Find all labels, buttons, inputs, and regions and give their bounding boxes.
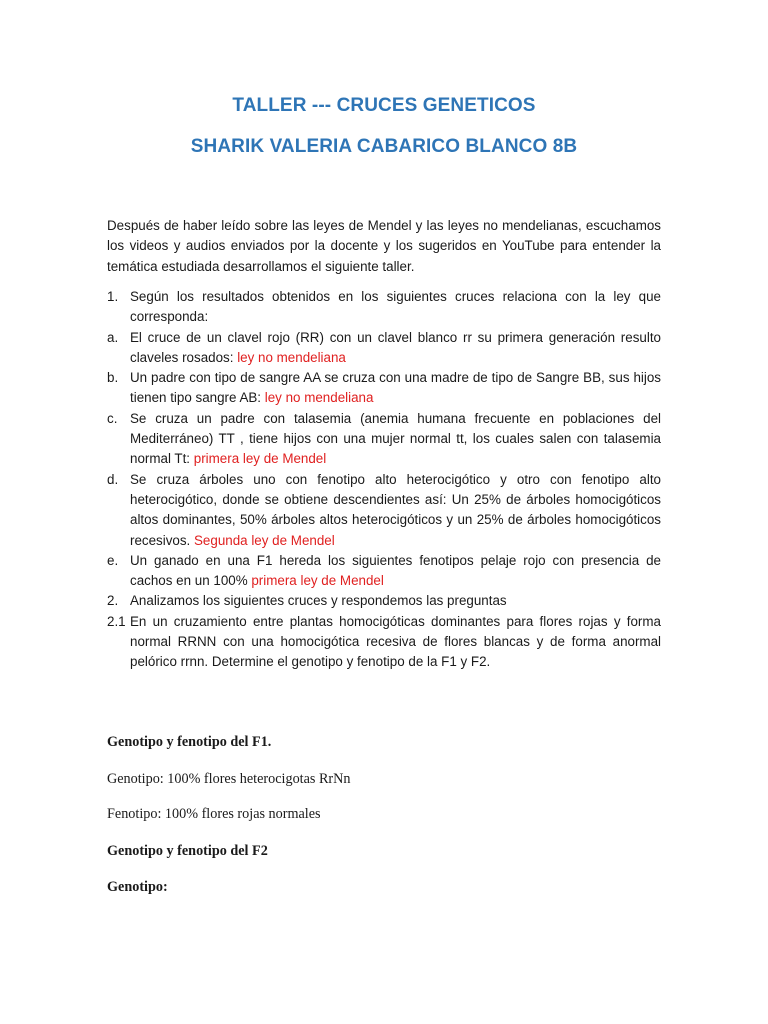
list-item xyxy=(107,287,661,328)
answer-text: ley no mendeliana xyxy=(237,349,346,365)
list-marker: 2. xyxy=(107,593,119,609)
answer-text: ley no mendeliana xyxy=(264,390,374,406)
list-marker: a. xyxy=(107,329,119,345)
list-item-text: Se cruza árboles uno con fenotipo alto heterocigótico y otro con fenotipo alto heterocigótico, donde se obtiene descendientes así: Un 25% de árboles homocigóticos altos dominantes, 50% árboles altos heterocigóticos y un 25% de árboles homocigóticos recesivos. xyxy=(130,471,661,548)
document-title: TALLER --- CRUCES GENETICOS xyxy=(232,95,536,116)
list-item-content xyxy=(130,591,661,611)
list-item xyxy=(107,551,661,592)
answer-text: Segunda ley de Mendel xyxy=(194,532,335,548)
list-item xyxy=(107,328,661,369)
list-marker: 1. xyxy=(107,289,119,304)
list-item-content xyxy=(130,287,661,328)
list-item-text: Un ganado en una F1 hereda los siguientes fenotipos pelaje rojo con presencia de cachos en un 100% xyxy=(130,552,661,589)
answer-text: primera ley de Mendel xyxy=(251,573,384,589)
list-marker: b. xyxy=(107,370,119,386)
intro-paragraph: Después de haber leído sobre las leyes de Mendel y las leyes no mendelianas, escuchamos los videos y audios enviados por la docente y los sugeridos en YouTube para entender la temática estudiada desarrollamos el siguiente taller. xyxy=(107,218,661,274)
list-item xyxy=(107,470,661,551)
list-item xyxy=(107,409,661,470)
f2-heading: Genotipo y fenotipo del F2 xyxy=(107,843,268,859)
list-marker: d. xyxy=(107,471,119,487)
question-list xyxy=(107,287,661,673)
answer-text: primera ley de Mendel xyxy=(193,451,327,467)
list-item-content xyxy=(130,409,661,470)
f1-fenotipo: Fenotipo: 100% flores rojas normales xyxy=(107,806,321,822)
list-item-text: Analizamos los siguientes cruces y respondemos las preguntas xyxy=(130,593,507,609)
list-item-content xyxy=(130,470,661,551)
list-item-text: El cruce de un clavel rojo (RR) con un clavel blanco rr su primera generación resulto claveles rosados: xyxy=(130,329,661,365)
list-item-content xyxy=(130,368,661,409)
list-item xyxy=(107,368,661,409)
list-item-text: Se cruza un padre con talasemia (anemia humana frecuente en poblaciones del Mediterráneo) TT , tiene hijos con una mujer normal tt, los cuales salen con talasemia normal Tt: xyxy=(130,410,661,467)
list-item-content xyxy=(130,328,661,369)
list-marker: c. xyxy=(107,410,118,426)
list-item-text: Según los resultados obtenidos en los siguientes cruces relaciona con la ley que corresponda: xyxy=(130,289,661,325)
list-marker: e. xyxy=(107,552,119,568)
list-marker: 2.1 xyxy=(107,613,126,629)
list-item-content xyxy=(130,612,661,673)
list-item-text: Un padre con tipo de sangre AA se cruza con una madre de tipo de Sangre BB, sus hijos tienen tipo sangre AB: xyxy=(130,370,661,406)
f1-heading: Genotipo y fenotipo del F1. xyxy=(107,734,272,750)
list-item xyxy=(107,612,661,673)
f2-genotipo: Genotipo: xyxy=(107,879,168,895)
list-item xyxy=(107,591,661,611)
document-subtitle: SHARIK VALERIA CABARICO BLANCO 8B xyxy=(190,136,578,157)
list-item-text: En un cruzamiento entre plantas homocigóticas dominantes para flores rojas y forma normal RRNN con una homocigótica recesiva de flores blancas y de forma anormal pelórico rrnn. Determine el genotipo y fenotipo de la F1 y F2. xyxy=(130,613,661,670)
f1-genotipo: Genotipo: 100% flores heterocigotas RrNn xyxy=(107,771,351,787)
list-item-content xyxy=(130,551,661,592)
